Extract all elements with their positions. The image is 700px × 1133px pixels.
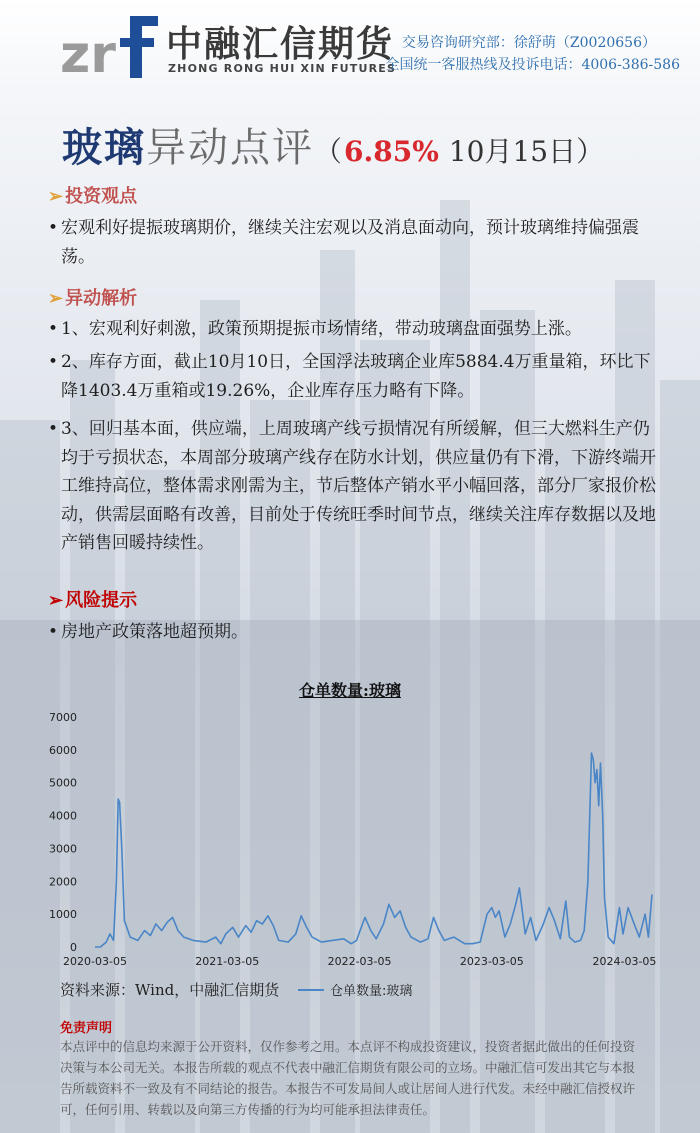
hotline-contact: 全国统一客服热线及投诉电话：4006-386-586	[385, 57, 680, 73]
disclaimer-text: 本点评中的信息均来源于公开资料，仅作参考之用。本点评不构成投资建议，投资者据此做出的任何投资决策与本公司无关。本报告所载的观点不代表中融汇信期货有限公司的立场。中融汇信可发出其它与本报告所载资料不一致及有不同结论的报告。本报告不可发局间人或让居间人进行代发。未经中融汇信授权许可，任何引用、转载以及向第三方传播的行为均可能承担法律责任。	[60, 1039, 636, 1117]
company-name-cn: 中融汇信期货	[166, 24, 395, 65]
analysis-item-1: • 1、宏观利好刺激，政策预期提振市场情绪，带动玻璃盘面强势上涨。	[48, 315, 656, 344]
y-tick-label: 1000	[49, 908, 77, 922]
analyst-contact: 交易咨询研究部：徐舒萌（Z0020656）	[401, 35, 656, 51]
bullet-icon: •	[48, 319, 59, 339]
y-tick-label: 4000	[49, 809, 77, 823]
legend-label: 仓单数量:玻璃	[330, 984, 413, 999]
chevron-right-icon: ➢	[48, 186, 64, 207]
legend-swatch	[298, 989, 324, 991]
y-tick-label: 5000	[49, 776, 77, 790]
bullet-icon: •	[48, 622, 59, 642]
y-tick-label: 6000	[49, 743, 77, 757]
section-heading-analysis: ➢ 异动解析	[48, 288, 138, 309]
chevron-right-icon: ➢	[48, 590, 64, 611]
bullet-icon: •	[48, 352, 59, 372]
disclaimer-title: 免责声明	[60, 1021, 113, 1036]
company-name-en: ZHONG RONG HUI XIN FUTURES	[168, 62, 397, 75]
section-heading-view: ➢ 投资观点	[48, 186, 138, 207]
risk-item: • 房地产政策落地超预期。	[48, 618, 656, 647]
y-tick-label: 7000	[49, 711, 77, 724]
view-item: • 宏观利好提振玻璃期价，继续关注宏观以及消息面动向，预计玻璃维持偏强震荡。	[48, 214, 656, 271]
title-product: 玻璃	[62, 124, 146, 171]
warehouse-receipt-chart	[0, 700, 700, 980]
analysis-item-2: • 2、库存方面，截止10月10日，全国浮法玻璃企业库5884.4万重量箱，环比下降1403.4万重箱或19.26%，企业库存压力略有下降。	[48, 348, 656, 405]
y-tick-label: 0	[70, 941, 77, 954]
svg-text:zr: zr	[60, 25, 116, 80]
title-open-paren: （	[314, 135, 343, 168]
section-heading-risk: ➢ 风险提示	[48, 590, 138, 611]
y-tick-label: 3000	[49, 842, 77, 856]
x-tick-label: 2021-03-05	[195, 955, 260, 968]
title-date: 10月15日）	[448, 135, 605, 168]
data-source: 资料来源：Wind，中融汇信期货	[60, 981, 280, 999]
series-line	[95, 753, 652, 947]
chart-title: 仓单数量:玻璃	[299, 681, 401, 700]
title-kind: 异动点评	[146, 125, 314, 171]
analysis-item-3: • 3、回归基本面，供应端，上周玻璃产线亏损情况有所缓解，但三大燃料生产仍均于亏损状态，本周部分玻璃产线存在防水计划，供应量仍有下滑，下游终端开工维持高位，整体需求刚需为主，节后整体产销水平小幅回落，部分厂家报价松动，供需层面略有改善，目前处于传统旺季时间节点，继续关注库存数据以及地产销售回暖持续性。	[48, 415, 656, 558]
title-percent: 6.85%	[344, 135, 439, 168]
bullet-icon: •	[48, 419, 59, 439]
chevron-right-icon: ➢	[48, 288, 64, 309]
x-tick-label: 2020-03-05	[63, 955, 127, 968]
x-tick-label: 2022-03-05	[327, 955, 392, 968]
x-tick-label: 2024-03-05	[592, 955, 657, 968]
company-logo	[60, 12, 160, 80]
chart-legend	[298, 980, 412, 999]
page-title	[62, 116, 604, 173]
bullet-icon: •	[48, 218, 59, 238]
y-tick-label: 2000	[49, 875, 77, 889]
x-tick-label: 2023-03-05	[459, 955, 524, 968]
